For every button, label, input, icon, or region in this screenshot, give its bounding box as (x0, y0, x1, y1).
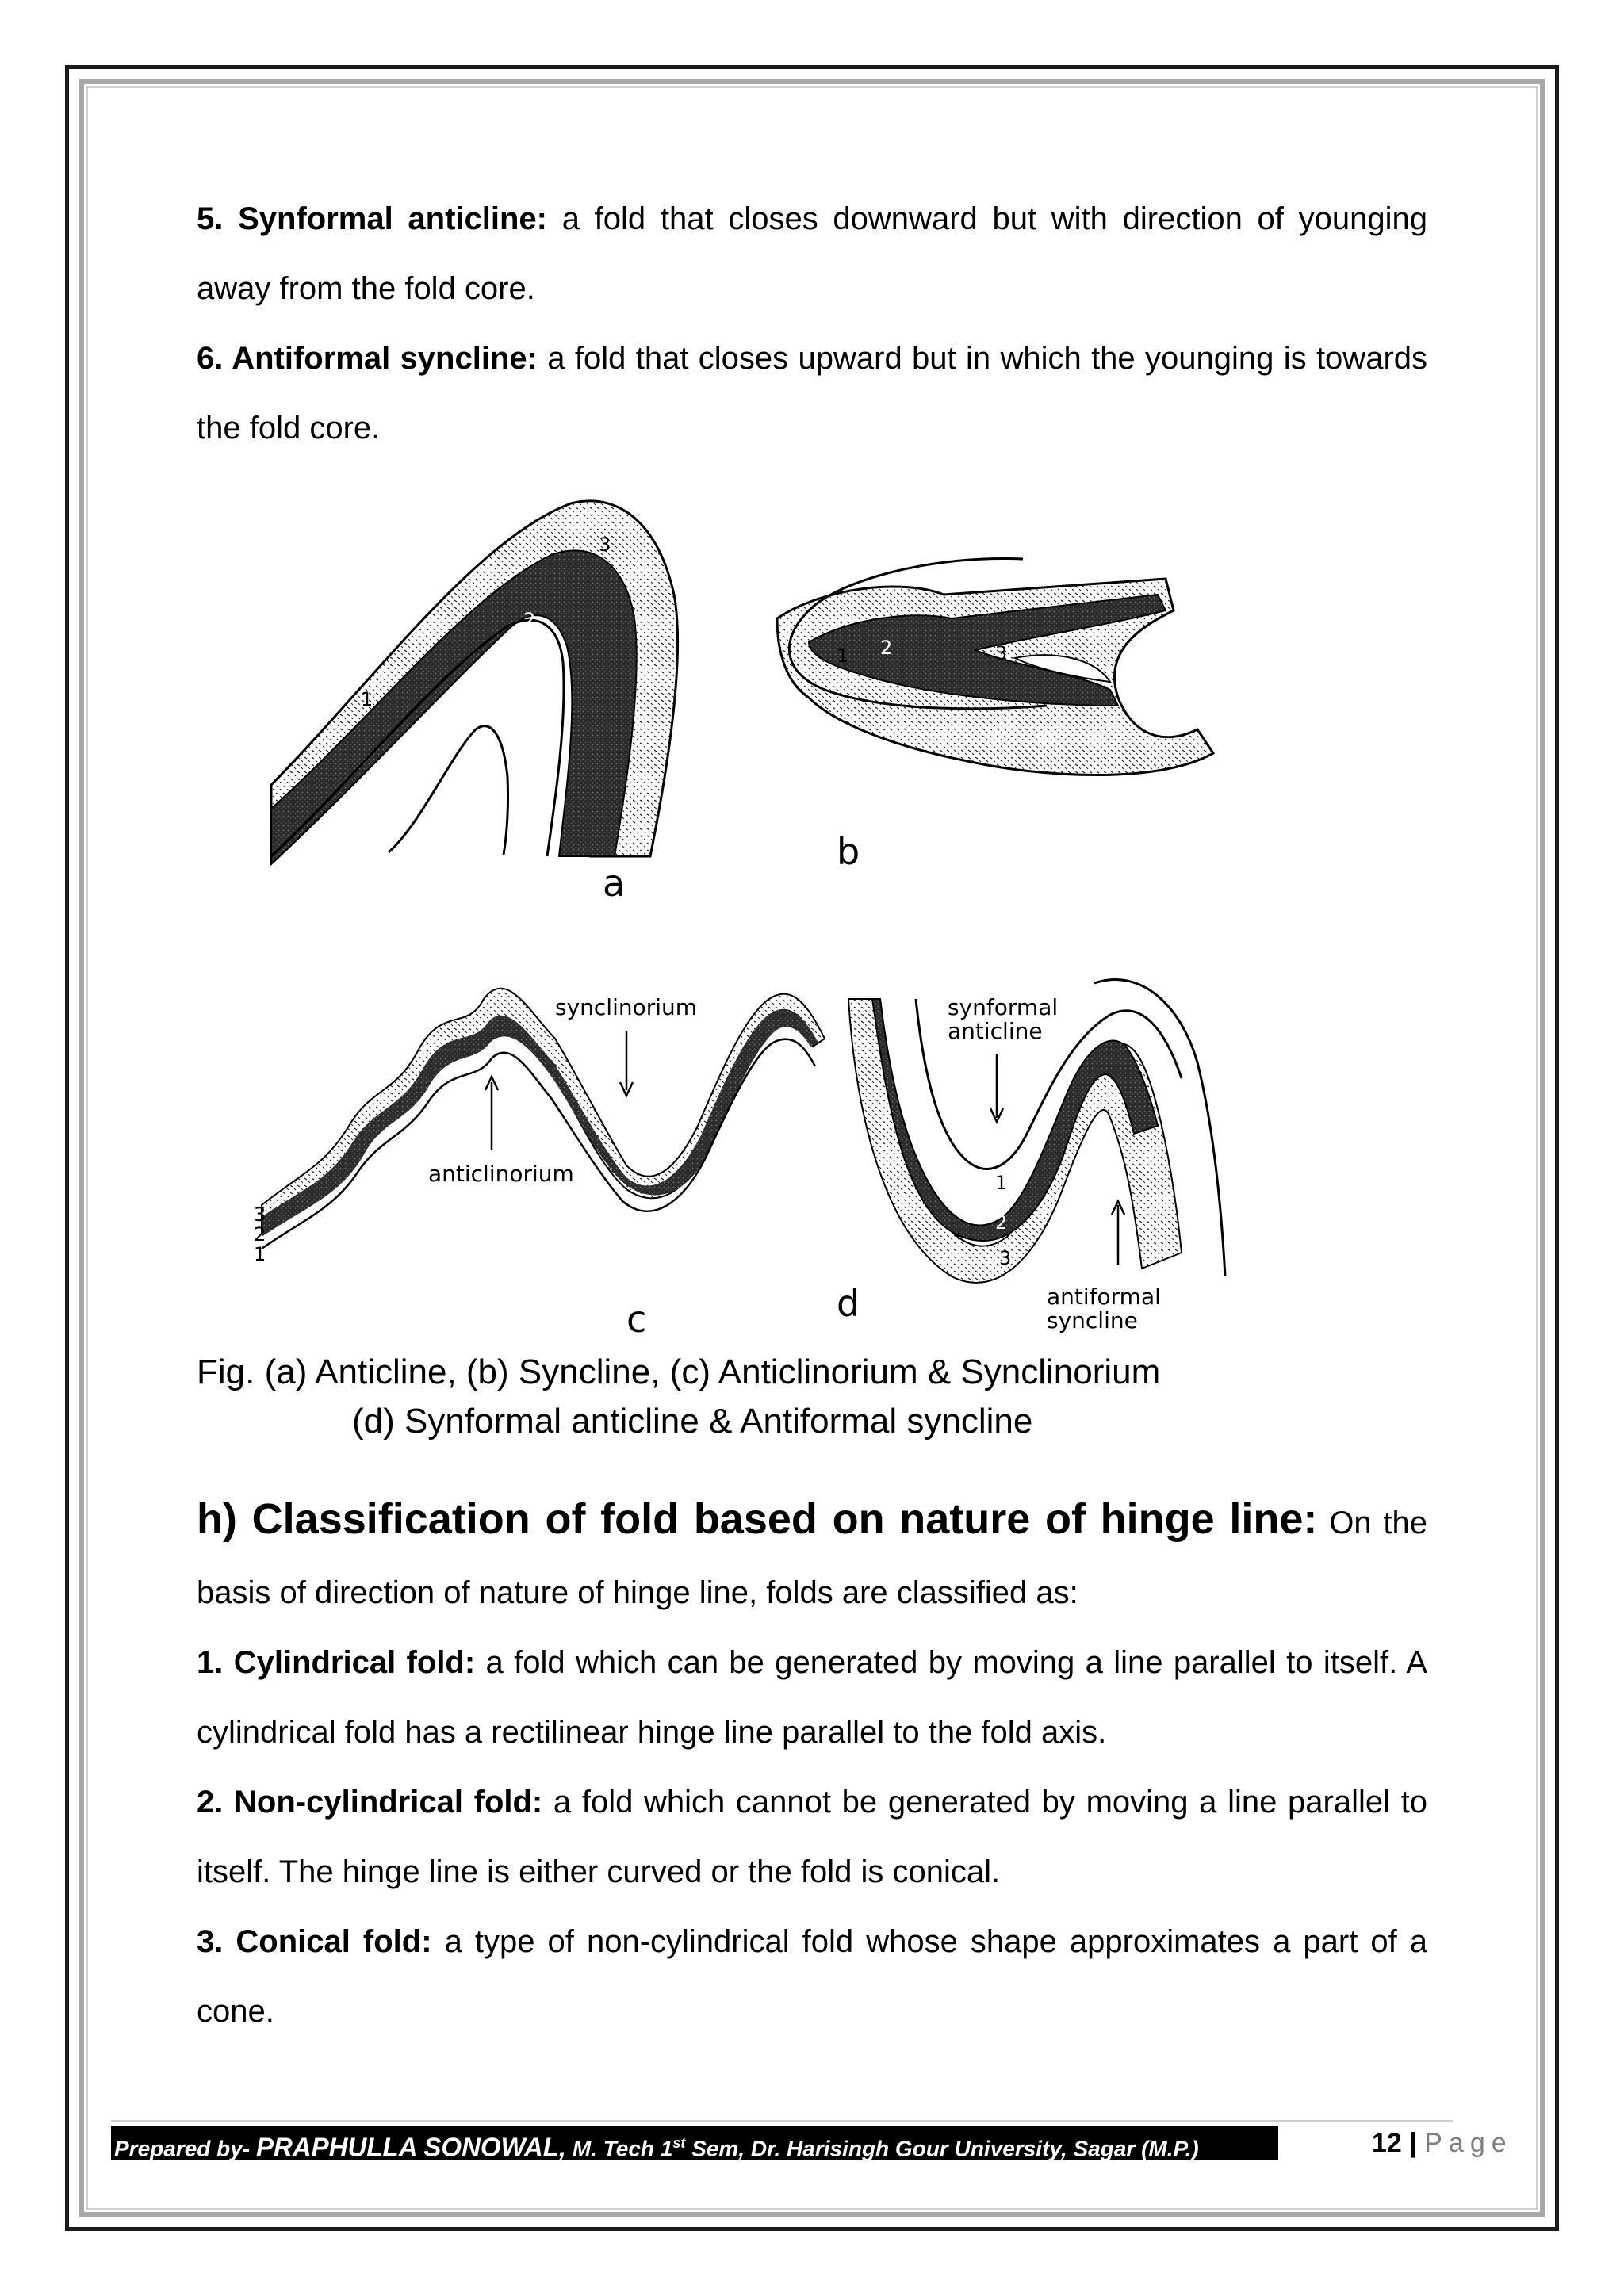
page-separator: | (1401, 2128, 1425, 2158)
item-label: 5. Synformal anticline: (197, 201, 547, 236)
layer-number-1: 1 (361, 688, 373, 710)
page-number (1372, 2125, 1513, 2161)
layer-number-2: 2 (880, 637, 893, 659)
diagram-synformal-antiformal (837, 980, 1225, 1334)
page-number-value: 12 (1372, 2128, 1402, 2158)
layer-number-3: 3 (999, 1247, 1012, 1269)
item-label: 6. Antiformal syncline: (197, 341, 538, 376)
item-conical-fold (197, 1907, 1427, 2046)
label-b: b (837, 830, 860, 873)
item-text: a type of non-cylindrical fold whose shape approximates a part of a cone. (197, 1924, 1428, 2029)
label-c: c (626, 1298, 647, 1341)
item-non-cylindrical-fold (197, 1767, 1427, 1907)
diagram-anticline (271, 501, 678, 905)
item-label: 3. Conical fold: (197, 1924, 432, 1959)
diagram-syncline (777, 558, 1213, 873)
label-syncline: syncline (1047, 1307, 1138, 1334)
section-title: h) Classification of fold based on nature of hinge line: (197, 1495, 1318, 1543)
item-cylindrical-fold (197, 1628, 1427, 1767)
layer-number-3: 3 (254, 1203, 266, 1226)
footer-sup: st (672, 2135, 686, 2151)
section-h (197, 1484, 1427, 2046)
item-text: a fold which can be generated by moving a line parallel to itself. A cylindrical fold has a rectilinear hinge line parallel to the fold axis. (197, 1645, 1428, 1750)
layer-number-1: 1 (995, 1172, 1008, 1194)
caption-line-1: Fig. (a) Anticline, (b) Syncline, (c) Anticlinorium & Synclinorium (197, 1353, 1161, 1391)
item-text: a fold which cannot be generated by moving a line parallel to itself. The hinge line is either curved or the fold is conical. (197, 1785, 1428, 1889)
item-text: a fold that closes downward but with direction of younging away from the fold core. (197, 201, 1427, 306)
caption-line-2: (d) Synformal anticline & Antiformal syncline (352, 1402, 1033, 1441)
label-anticlinorium: anticlinorium (428, 1161, 574, 1187)
item-antiformal-syncline (197, 323, 1427, 463)
label-anticline: anticline (948, 1018, 1043, 1044)
layer-number-2: 2 (254, 1223, 266, 1246)
page-label: Page (1424, 2128, 1513, 2158)
footer-author: PRAPHULLA SONOWAL, (255, 2132, 567, 2162)
figure-caption (197, 1348, 1307, 1446)
item-text: a fold that closes upward but in which the younging is towards the fold core. (197, 341, 1428, 446)
item-synformal-anticline (197, 184, 1427, 323)
label-synformal: synformal (948, 994, 1059, 1020)
footer-course: M. Tech 1 (566, 2136, 673, 2161)
section-intro: On the basis of direction of nature of hinge line, folds are classified as: (197, 1506, 1427, 1610)
section-heading (197, 1484, 1427, 1628)
layer-number-2: 2 (995, 1211, 1008, 1234)
label-antiformal: antiformal (1047, 1284, 1161, 1310)
footer-rule (111, 2120, 1453, 2122)
footer-institution: Sem, Dr. Harisingh Gour University, Sagar (M.P.) (685, 2136, 1199, 2161)
layer-number-1: 1 (254, 1243, 266, 1265)
layer-number-1: 1 (837, 645, 849, 667)
label-d: d (837, 1282, 860, 1325)
layer-number-3: 3 (995, 642, 1008, 664)
label-synclinorium: synclinorium (555, 994, 698, 1020)
top-content (197, 184, 1427, 463)
layer-number-3: 3 (599, 534, 611, 556)
item-label: 2. Non-cylindrical fold: (197, 1785, 543, 1820)
footer-prefix: Prepared by- (114, 2136, 256, 2161)
layer-number-2: 2 (523, 609, 536, 631)
item-label: 1. Cylindrical fold: (197, 1645, 476, 1680)
fold-figure (254, 492, 1285, 1356)
diagram-anticlinorium-synclinorium (254, 989, 825, 1341)
footer-credit (111, 2126, 1278, 2160)
label-a: a (603, 862, 626, 905)
